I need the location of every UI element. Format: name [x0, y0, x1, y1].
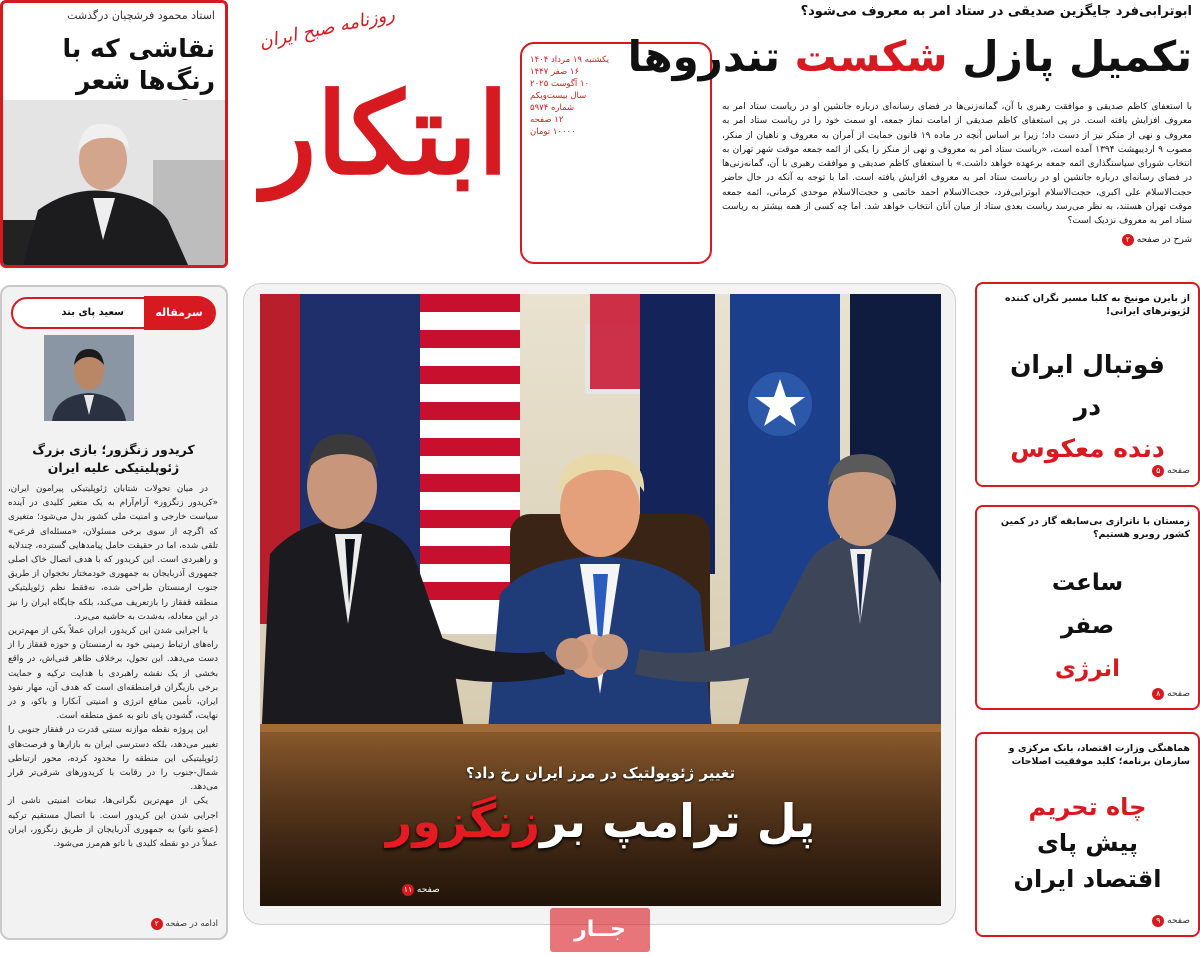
teaser-line: پیش پای — [1036, 829, 1139, 857]
lead-story[interactable] — [627, 0, 1200, 270]
main-headline[interactable] — [260, 794, 941, 848]
editorial-paragraph: با اجرایی شدن این کریدور، ایران عملاً یکی از مهم‌ترین راه‌های ارتباط زمینی خود به ارمنستان و حوزه قفقاز را از دست می‌دهد. این تحول، برخلاف ظاهر فنی‌اش، در واقع بخشی از یک نقشه راهبردی با هدایت ترکیه و حمایت برخی بازیگران فرامنطقه‌ای است که هدف آن، مهار نفوذ ایران، تأمین منافع انرژی و امنیتی آنکارا و باکو، و در نهایت، گشودن پای ناتو به عمق منطقه است. — [8, 626, 218, 722]
lead-body-text: با استعفای کاظم صدیقی و موافقت رهبری با آن، گمانه‌زنی‌ها در فضای رسانه‌ای درباره جانشین او در ریاست ستاد امر به معروف افزایش یافته است. در پی استعفای کاظم صدیقی از امامت نماز جمعه، او سمت خود را در ریاست ستاد امر به معروف و نهی از منکر نیز از دست داد؛ زیرا بر اساس آنچه در ماده ۱۹ قانون حمایت از آمران به معروف و ناهیان از منکر، مصوب ۹ اردیبهشت ۱۳۹۴ آمده است، «ریاست ستاد امر به معروف و نهی از منکر را یکی از ائمه جمعه موقت شهر تهران به انتخاب شورای سیاستگذاری ائمه جمعه برعهده خواهد داشت.» با استعفای کاظم صدیقی و موافقت رهبری با آن، گمانه‌زنی‌ها در فضای رسانه‌ای درباره جانشین او در ریاست ستاد امر به معروف افزایش یافته است. اما با توجه به آنکه در حال حاضر حجت‌الاسلام علی اکبری، حجت‌الاسلام ابوترابی‌فرد، حجت‌الاسلام احمد خاتمی و حجت‌الاسلام موحدی کرمانی، ائمه جمعه موقت تهران هستند، به نظر می‌رسد ریاست بعدی ستاد از میان آنان انتخاب خواهد شد. اما چه کسی از همه بیشتر به ریاست ستاد امر به معروف نزدیک است؟ — [722, 102, 1193, 227]
teaser-line: صفر — [1060, 613, 1115, 639]
editorial-tab-label: سرمقاله — [144, 296, 214, 330]
teaser-kicker: زمستان با ناترازی بی‌سابقه گاز در کمین کشور روبرو هستیم؟ — [1000, 516, 1190, 540]
teaser-line: اقتصاد ایران — [1013, 865, 1162, 893]
editorial-tab — [11, 297, 216, 329]
editorial-paragraph: در میان تحولات شتابان ژئوپلیتیکی پیرامون ایران، «کریدور زنگزور» آرام‌آرام به یک متغیر کلیدی در آینده سیاست خارجی و امنیت ملی کشور بدل می‌شود؛ متغیری که اگرچه از سوی برخی مسئولان، «مسئله‌ای فرعی» تلقی شده، اما در حقیقت حامل پیامدهایی گسترده، چندلایه و راهبردی است. این کریدور که با هدف اتصال خاک اصلی جمهوری آذربایجان به جمهوری خودمختار نخجوان از طریق جنوب ارمنستان طراحی شده، نه‌فقط نظم ژئوپلیتیکی منطقه قفقاز را بازتعریف می‌کند، بلکه جایگاه ایران را نیز در این معادله، به‌شدت به حاشیه می‌برد. — [8, 484, 218, 622]
teaser-kicker: از بایرن مونیخ به کلبا مسیر نگران کننده لژیونرهای ایرانی! — [1005, 293, 1190, 317]
issue-line: ۱۰۰۰۰ تومان — [530, 127, 576, 137]
lead-body — [722, 100, 1192, 247]
teaser-page-number: ۸ — [1152, 688, 1164, 700]
editorial-paragraph: این پروژه نقطه موازنه سنتی قدرت در قفقاز جنوبی را تغییر می‌دهد، بلکه دسترسی ایران به بازارها و فرصت‌های ژئوپلیتیکی این منطقه را محدود کرده، محور ارتباطی شمال-جنوب را در رقابت با کریدورهای شرقی‌تر قرار می‌دهد. — [8, 725, 218, 793]
masthead-subtitle: روزنامه صبح ایران — [257, 3, 397, 54]
editorial-box[interactable] — [0, 285, 228, 940]
teaser-page-ref — [1148, 688, 1190, 700]
teaser-headline — [977, 789, 1198, 897]
lead-page-ref — [722, 233, 1192, 247]
editorial-continued-label: ادامه در صفحه — [165, 919, 218, 929]
issue-line: شماره ۵۹۷۴ — [530, 103, 575, 113]
teaser-headline — [977, 344, 1198, 470]
teaser-line: انرژی — [1054, 656, 1121, 682]
teaser-page-number: ۵ — [1152, 465, 1164, 477]
art-headline-line1: نقاشی که با رنگ‌ها شعر — [62, 34, 215, 95]
author-portrait-illustration — [44, 335, 134, 421]
teaser-economy[interactable] — [975, 732, 1200, 937]
main-story-box[interactable] — [243, 283, 956, 925]
main-page-label: صفحه — [416, 885, 440, 895]
watermark: جــار — [550, 908, 650, 952]
main-headline-red: زنگزور — [385, 794, 541, 848]
teaser-kicker: هماهنگی وزارت اقتصاد، بانک مرکزی و سازمان برنامه؛ کلید موفقیت اصلاحات — [1008, 743, 1190, 767]
lead-headline[interactable] — [628, 28, 1192, 86]
main-headline-part1: پل ترامپ بر — [540, 794, 816, 848]
teaser-energy[interactable] — [975, 505, 1200, 710]
issue-line: سال بیست‌ویکم — [530, 91, 587, 101]
teaser-page-label: صفحه — [1167, 916, 1190, 926]
main-page-number: ۱۱ — [403, 885, 413, 894]
teaser-line: چاه تحریم — [1028, 793, 1147, 821]
teaser-football[interactable] — [975, 282, 1200, 487]
art-feature-box[interactable] — [0, 0, 228, 268]
teaser-line: فوتبال ایران — [1010, 350, 1165, 379]
artist-photo — [3, 100, 228, 265]
lead-page-number: ۲ — [1122, 234, 1134, 246]
teaser-page-label: صفحه — [1167, 466, 1190, 476]
teaser-page-ref — [1148, 465, 1190, 477]
main-page-ref — [398, 884, 440, 896]
main-photo — [260, 294, 941, 906]
art-kicker: استاد محمود فرشچیان درگذشت — [67, 9, 215, 22]
lead-kicker: ابوترابی‌فرد جایگزین صدیقی در ستاد امر به معروف می‌شود؟ — [800, 4, 1192, 19]
editorial-title[interactable]: کریدور زنگزور؛ بازی بزرگ ژئوپلیتیکی علیه ایران — [32, 442, 195, 475]
artist-portrait-illustration — [3, 100, 228, 265]
teaser-page-ref — [1148, 915, 1190, 927]
issue-line: یکشنبه ۱۹ مرداد ۱۴۰۴ — [530, 55, 610, 65]
issue-line: ۱۰ آگوست ۲۰۲۵ — [530, 79, 590, 89]
editorial-continued-page: ۲ — [151, 918, 163, 930]
author-photo — [44, 335, 134, 421]
issue-line: ۱۶ صفر ۱۴۴۷ — [530, 67, 580, 77]
lead-headline-red: شکست — [794, 32, 948, 81]
teaser-line: دنده معکوس — [1010, 434, 1165, 463]
lead-page-label: شرح در صفحه — [1136, 234, 1192, 245]
teaser-line: ساعت — [1051, 570, 1124, 596]
lead-headline-part2: تندروها — [627, 32, 781, 81]
issue-line: ۱۲ صفحه — [530, 115, 564, 125]
editorial-author: سعید پای بند — [61, 307, 124, 318]
lead-headline-part1: تکمیل پازل — [962, 32, 1192, 81]
teaser-headline — [977, 562, 1198, 691]
teaser-line: در — [1073, 392, 1102, 421]
masthead-title: ابتکار — [262, 69, 509, 200]
teaser-page-number: ۹ — [1152, 915, 1164, 927]
issue-info-list — [530, 54, 609, 138]
main-kicker: تغییر ژئوپولتیک در مرز ایران رخ داد؟ — [465, 764, 736, 782]
editorial-body — [8, 482, 218, 851]
editorial-continued[interactable] — [147, 918, 218, 930]
editorial-paragraph: یکی از مهم‌ترین نگرانی‌ها، تبعات امنیتی ناشی از اجرایی شدن این کریدور است. با اتصال مستقیم ترکیه (عضو ناتو) به جمهوری آذربایجان از طریق زنگزور، ایران عملاً در دو نقطه کلیدی با ناتو هم‌مرز می‌شود. — [8, 796, 218, 850]
teaser-page-label: صفحه — [1167, 689, 1190, 699]
masthead-logo[interactable] — [240, 0, 525, 265]
